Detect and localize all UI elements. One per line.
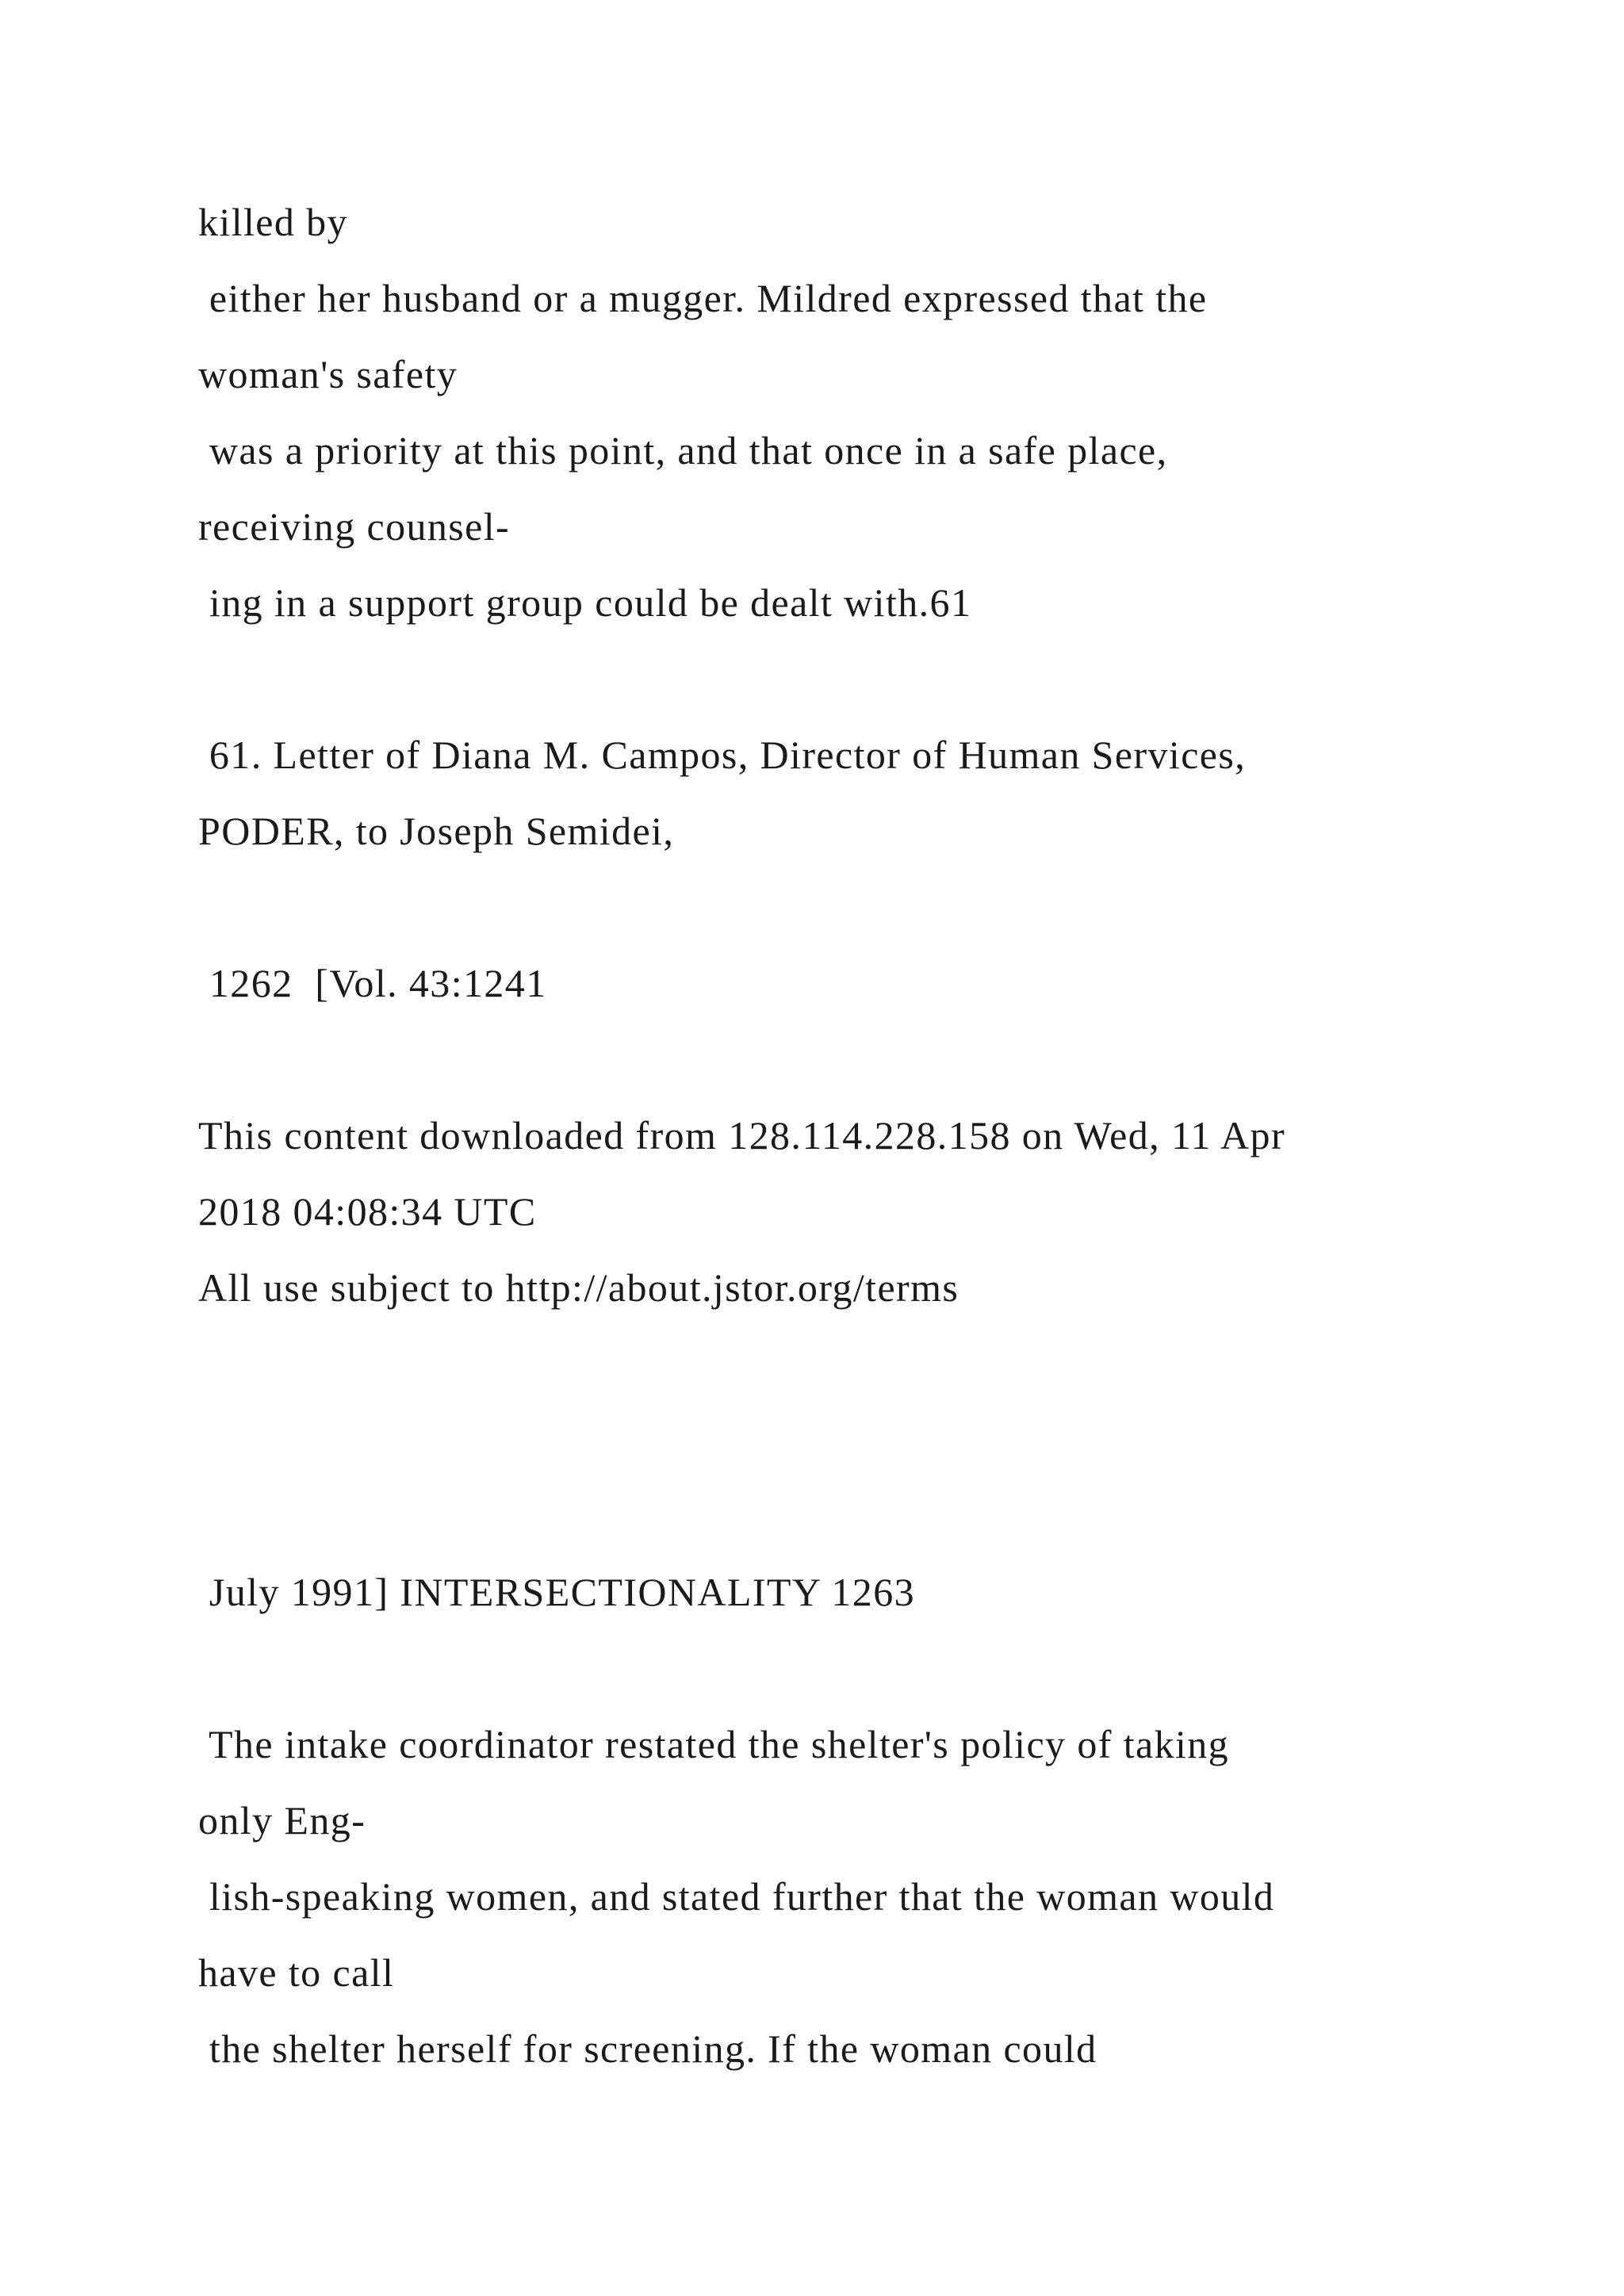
text-line: have to call	[198, 1950, 395, 1995]
page-footer: 1262 [Vol. 43:1241	[198, 961, 547, 1005]
text-line: woman's safety	[198, 352, 458, 396]
footnote-line: 61. Letter of Diana M. Campos, Director of Human Services,	[198, 733, 1247, 777]
download-notice-line: 2018 04:08:34 UTC	[198, 1189, 537, 1234]
text-line: The intake coordinator restated the shelter's policy of taking	[198, 1722, 1230, 1766]
text-line: lish-speaking women, and stated further that the woman would	[198, 1874, 1275, 1919]
text-line: ing in a support group could be dealt with.61	[198, 580, 972, 625]
footnote-line: PODER, to Joseph Semidei,	[198, 809, 675, 853]
terms-notice-line: All use subject to http://about.jstor.org/terms	[198, 1265, 959, 1310]
running-header: July 1991] INTERSECTIONALITY 1263	[198, 1570, 915, 1614]
text-line: either her husband or a mugger. Mildred expressed that the	[198, 276, 1208, 320]
text-line: killed by	[198, 200, 348, 244]
text-line: receiving counsel-	[198, 504, 511, 549]
text-line: the shelter herself for screening. If the woman could	[198, 2026, 1097, 2071]
text-line: only Eng-	[198, 1798, 366, 1843]
download-notice-line: This content downloaded from 128.114.228.158 on Wed, 11 Apr	[198, 1113, 1286, 1158]
text-line: was a priority at this point, and that once in a safe place,	[198, 428, 1168, 473]
